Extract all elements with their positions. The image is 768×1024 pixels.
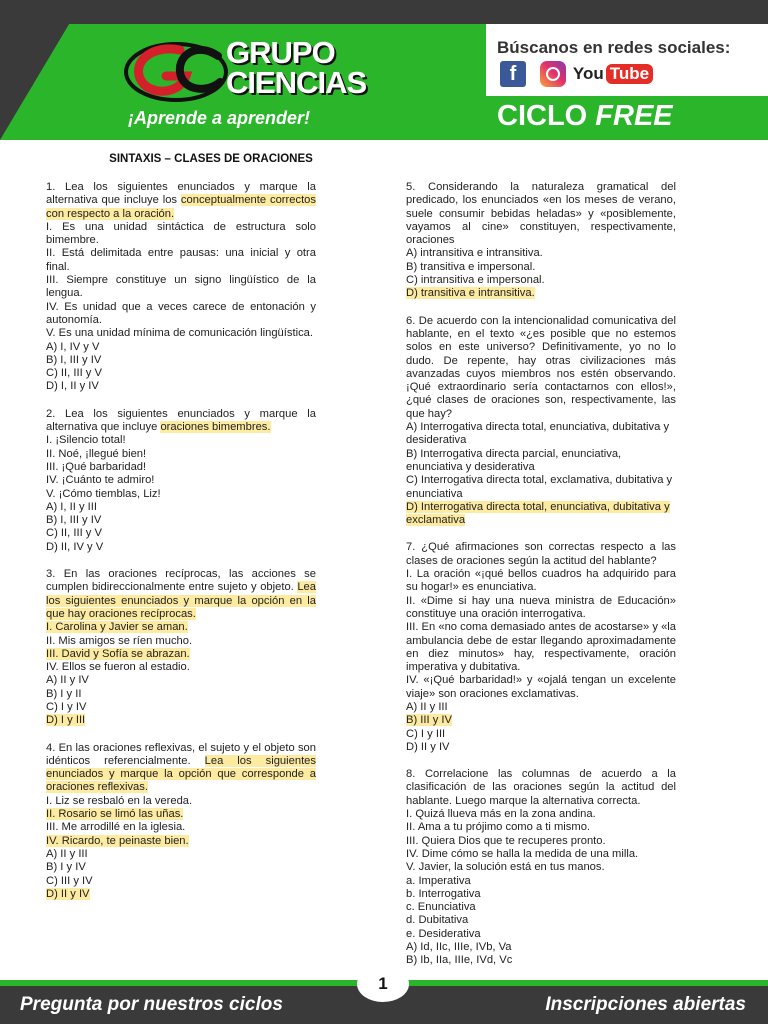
question-line: [406, 421, 676, 448]
line-text: b. Interrogativa: [406, 887, 481, 900]
question-line: [46, 861, 316, 874]
question-line: [46, 501, 316, 514]
line-text: A) II y III: [406, 700, 448, 713]
line-text: d. Dubitativa: [406, 914, 469, 927]
question-line: [46, 701, 316, 714]
line-text: IV. Dime cómo se halla la medida de una milla.: [406, 847, 639, 860]
question-line: [46, 354, 316, 367]
line-text: II. Noé, ¡llegué bien!: [46, 447, 147, 460]
question-line: [406, 714, 676, 727]
question-line: [46, 688, 316, 701]
line-text: I. Quizá llueva más en la zona andina.: [406, 808, 596, 821]
question-line: [406, 888, 676, 901]
highlighted-text: Lea los siguientes enunciados y marque la opción que corresponde a oraciones reflexivas.: [46, 754, 316, 794]
facebook-icon[interactable]: [500, 61, 526, 87]
question: [406, 181, 676, 301]
question-line: [406, 901, 676, 914]
question-line: [46, 621, 316, 634]
left-column: [46, 181, 316, 915]
highlighted-text: oraciones bimembres.: [160, 421, 271, 434]
question-line: [46, 327, 316, 340]
line-text: c. Enunciativa: [406, 901, 476, 914]
line-text: C) II, III y V: [46, 367, 102, 380]
question-line: [46, 875, 316, 888]
brand-line-2: CIENCIAS: [226, 65, 367, 100]
question-line: [406, 954, 676, 967]
question-stem: [406, 541, 676, 568]
highlighted-text: III. David y Sofía se abrazan.: [46, 647, 190, 660]
question-line: [46, 661, 316, 674]
line-text: I. ¡Silencio total!: [46, 434, 126, 447]
question-line: [406, 821, 676, 834]
social-title: Búscanos en redes sociales:: [497, 38, 731, 57]
question-line: [406, 914, 676, 927]
line-text: D) I, II y IV: [46, 380, 99, 393]
question-line: [406, 287, 676, 300]
line-text: A) I, II y III: [46, 500, 97, 513]
question-line: [46, 714, 316, 727]
line-text: A) II y IV: [46, 674, 89, 687]
question-line: [46, 674, 316, 687]
line-text: I. Liz se resbaló en la vereda.: [46, 794, 193, 807]
line-text: II. Está delimitada entre pausas: una inicial y otra final.: [46, 247, 316, 273]
stem-text: 5. Considerando la naturaleza gramatical del predicado, los enunciados «en los meses de verano, suele consumir bebidas heladas» y «posiblemente, vayamos al cine» constituyen, respectivamente, oraciones: [406, 181, 676, 247]
line-text: C) I y IV: [46, 700, 87, 713]
stem-text: 2. Lea los siguientes enunciados y marque la alternativa que incluye: [46, 407, 316, 434]
line-text: D) II y IV: [406, 740, 450, 753]
youtube-tube: Tube: [606, 64, 653, 84]
question: [46, 568, 316, 728]
question-line: [406, 861, 676, 874]
question-line: [46, 221, 316, 248]
instagram-ring: [546, 67, 560, 81]
tagline: ¡Aprende a aprender!: [128, 108, 311, 128]
question-line: [46, 635, 316, 648]
question-line: [406, 835, 676, 848]
highlighted-text: IV. Ricardo, te peinaste bien.: [46, 834, 189, 847]
facebook-glyph: f: [509, 62, 517, 85]
right-column: [406, 181, 676, 982]
line-text: I. La oración «¡qué bellos cuadros ha adquirido para su hogar!» es enunciativa.: [406, 568, 676, 594]
line-text: V. Es una unidad mínima de comunicación lingüística.: [46, 327, 313, 340]
question-line: [46, 461, 316, 474]
highlighted-text: conceptualmente correctos con respecto a la oración.: [46, 194, 316, 220]
document-title: SINTAXIS – CLASES DE ORACIONES: [109, 153, 313, 165]
line-text: IV. Es unidad que a veces carece de entonación y autonomía.: [46, 300, 316, 326]
question-line: [406, 501, 676, 528]
stem-text: 8. Correlacione las columnas de acuerdo a la clasificación de las oraciones según la actitud del hablante. Luego marque la alternativa correcta.: [406, 768, 676, 807]
line-text: A) II y III: [46, 847, 88, 860]
question-line: [406, 568, 676, 595]
question-line: [406, 261, 676, 274]
question-line: [46, 848, 316, 861]
youtube-you: You: [572, 64, 604, 83]
stem-text: 6. De acuerdo con la intencionalidad comunicativa del hablante, en el texto «¿es posible que no estemos solos en este universo? Definitivamente, yo no lo dudo. De repente, hay otras civilizaciones más avanzadas cuyos miembros nos estén observando. ¡Qué extraordinario sería contactarnos con ellos!», ¿qué clases de oraciones son, respectivamente, las que hay?: [406, 314, 676, 420]
question: [406, 768, 676, 967]
question-stem: [46, 742, 316, 795]
highlighted-text: D) Interrogativa directa total, enunciativa, dubitativa y exclamativa: [406, 500, 670, 527]
line-text: C) I y III: [406, 727, 446, 740]
line-text: B) Interrogativa directa parcial, enunciativa, enunciativa y desiderativa: [406, 447, 622, 473]
line-text: A) Interrogativa directa total, enunciativa, dubitativa y desiderativa: [406, 421, 670, 447]
question-line: [46, 434, 316, 447]
question-line: [406, 848, 676, 861]
line-text: C) Interrogativa directa total, exclamativa, dubitativa y enunciativa: [406, 474, 673, 500]
question-line: [406, 448, 676, 475]
question-line: [406, 701, 676, 714]
question: [46, 408, 316, 554]
line-text: III. Me arrodillé en la iglesia.: [46, 821, 186, 834]
ciclo-free-title: [497, 100, 673, 133]
question-line: [46, 367, 316, 380]
question-line: [46, 474, 316, 487]
question-line: [46, 247, 316, 274]
line-text: V. ¡Cómo tiemblas, Liz!: [46, 487, 161, 500]
question-line: [46, 527, 316, 540]
grupo-ciencias-logo-icon: [120, 36, 232, 106]
line-text: V. Javier, la solución está en tus manos.: [406, 861, 605, 874]
highlighted-text: D) transitiva e intransitiva.: [406, 287, 535, 300]
question-line: [46, 821, 316, 834]
youtube-icon[interactable]: [572, 61, 650, 87]
question-line: [406, 941, 676, 954]
line-text: III. ¡Qué barbaridad!: [46, 460, 147, 473]
line-text: B) I, III y IV: [46, 514, 102, 527]
line-text: C) intransitiva e impersonal.: [406, 274, 545, 287]
highlighted-text: D) I y III: [46, 714, 86, 727]
question-line: [406, 247, 676, 260]
question-line: [46, 888, 316, 901]
question-line: [46, 274, 316, 301]
question-stem: [46, 408, 316, 435]
question-line: [406, 875, 676, 888]
question-line: [406, 474, 676, 501]
question-line: [46, 808, 316, 821]
question-line: [406, 808, 676, 821]
line-text: D) II, IV y V: [46, 540, 104, 553]
footer-right-text: Inscripciones abiertas: [545, 994, 746, 1015]
line-text: A) intransitiva e intransitiva.: [406, 247, 543, 260]
question: [406, 541, 676, 754]
highlighted-text: B) III y IV: [406, 714, 453, 727]
line-text: A) Id, IIc, IIIe, IVb, Va: [406, 941, 512, 954]
question-stem: [406, 768, 676, 808]
line-text: I. Es una unidad sintáctica de estructura solo bimembre.: [46, 220, 316, 247]
line-text: A) I, IV y V: [46, 340, 100, 353]
header-banner: [0, 0, 768, 140]
question: [46, 742, 316, 902]
line-text: II. Mis amigos se ríen mucho.: [46, 634, 193, 647]
highlighted-text: D) II y IV: [46, 887, 90, 900]
question-line: [46, 541, 316, 554]
question-line: [46, 795, 316, 808]
stem-text: 4. En las oraciones reflexivas, el sujeto y el objeto son idénticos referencialmente.: [46, 741, 316, 767]
question-line: [406, 595, 676, 622]
highlighted-text: I. Carolina y Javier se aman.: [46, 621, 188, 634]
brand-line-1: GRUPO: [226, 35, 335, 70]
line-text: IV. Ellos se fueron al estadio.: [46, 661, 190, 674]
question-line: [406, 741, 676, 754]
question-line: [46, 380, 316, 393]
line-text: B) I y IV: [46, 861, 86, 874]
line-text: IV. ¡Cuánto te admiro!: [46, 474, 155, 487]
question-line: [406, 621, 676, 674]
stem-text: 7. ¿Qué afirmaciones son correctas respecto a las clases de oraciones según la actitud del hablante?: [406, 541, 676, 567]
line-text: II. «Dime si hay una nueva ministra de Educación» constituye una oración interrogativa.: [406, 594, 676, 620]
brand-name: [226, 35, 367, 100]
line-text: III. Siempre constituye un signo lingüístico de la lengua.: [46, 274, 316, 300]
question-line: [46, 514, 316, 527]
stem-text: 1. Lea los siguientes enunciados y marque la alternativa que incluye los: [46, 181, 316, 207]
page-number: 1: [357, 966, 409, 1002]
line-text: IV. «¡Qué barbaridad!» y «ojalá tengan un excelente viaje» son oraciones exclamativas.: [406, 674, 676, 700]
question-line: [46, 341, 316, 354]
free-label: FREE: [595, 100, 673, 132]
line-text: III. Quiera Dios que te recuperes pronto.: [406, 834, 606, 847]
line-text: C) III y IV: [46, 874, 93, 887]
question-stem: [406, 315, 676, 421]
footer-left-text: Pregunta por nuestros ciclos: [20, 994, 283, 1015]
line-text: C) II, III y V: [46, 527, 102, 540]
question-line: [46, 448, 316, 461]
question: [46, 181, 316, 394]
question-line: [406, 274, 676, 287]
instagram-icon[interactable]: [540, 61, 566, 87]
question-line: [406, 928, 676, 941]
question-line: [406, 728, 676, 741]
line-text: B) I, III y IV: [46, 353, 102, 366]
question: [406, 315, 676, 528]
question-stem: [46, 181, 316, 221]
stem-text: 3. En las oraciones recíprocas, las acciones se cumplen bidireccionalmente entre sujeto y objeto.: [46, 568, 316, 594]
line-text: a. Imperativa: [406, 874, 471, 887]
highlighted-text: II. Rosario se limó las uñas.: [46, 808, 184, 821]
question-line: [46, 648, 316, 661]
highlighted-text: Lea los siguientes enunciados y marque la opción en la que hay oraciones recíprocas.: [46, 581, 316, 620]
line-text: B) Ib, IIa, IIIe, IVd, Vc: [406, 954, 513, 967]
line-text: II. Ama a tu prójimo como a ti mismo.: [406, 821, 591, 834]
question-line: [46, 835, 316, 848]
line-text: III. En «no coma demasiado antes de acostarse» y «la ambulancia debe de estar llegando aproximadamente en diez minutos» hay, respectivamente, oración imperativa y dubitativa.: [406, 621, 676, 674]
line-text: B) I y II: [46, 687, 82, 700]
question-line: [406, 674, 676, 701]
question-stem: [46, 568, 316, 621]
line-text: e. Desiderativa: [406, 927, 481, 940]
question-line: [46, 488, 316, 501]
line-text: B) transitiva e impersonal.: [406, 260, 536, 273]
question-stem: [406, 181, 676, 247]
question-line: [46, 301, 316, 328]
ciclo-label: CICLO: [497, 100, 588, 132]
